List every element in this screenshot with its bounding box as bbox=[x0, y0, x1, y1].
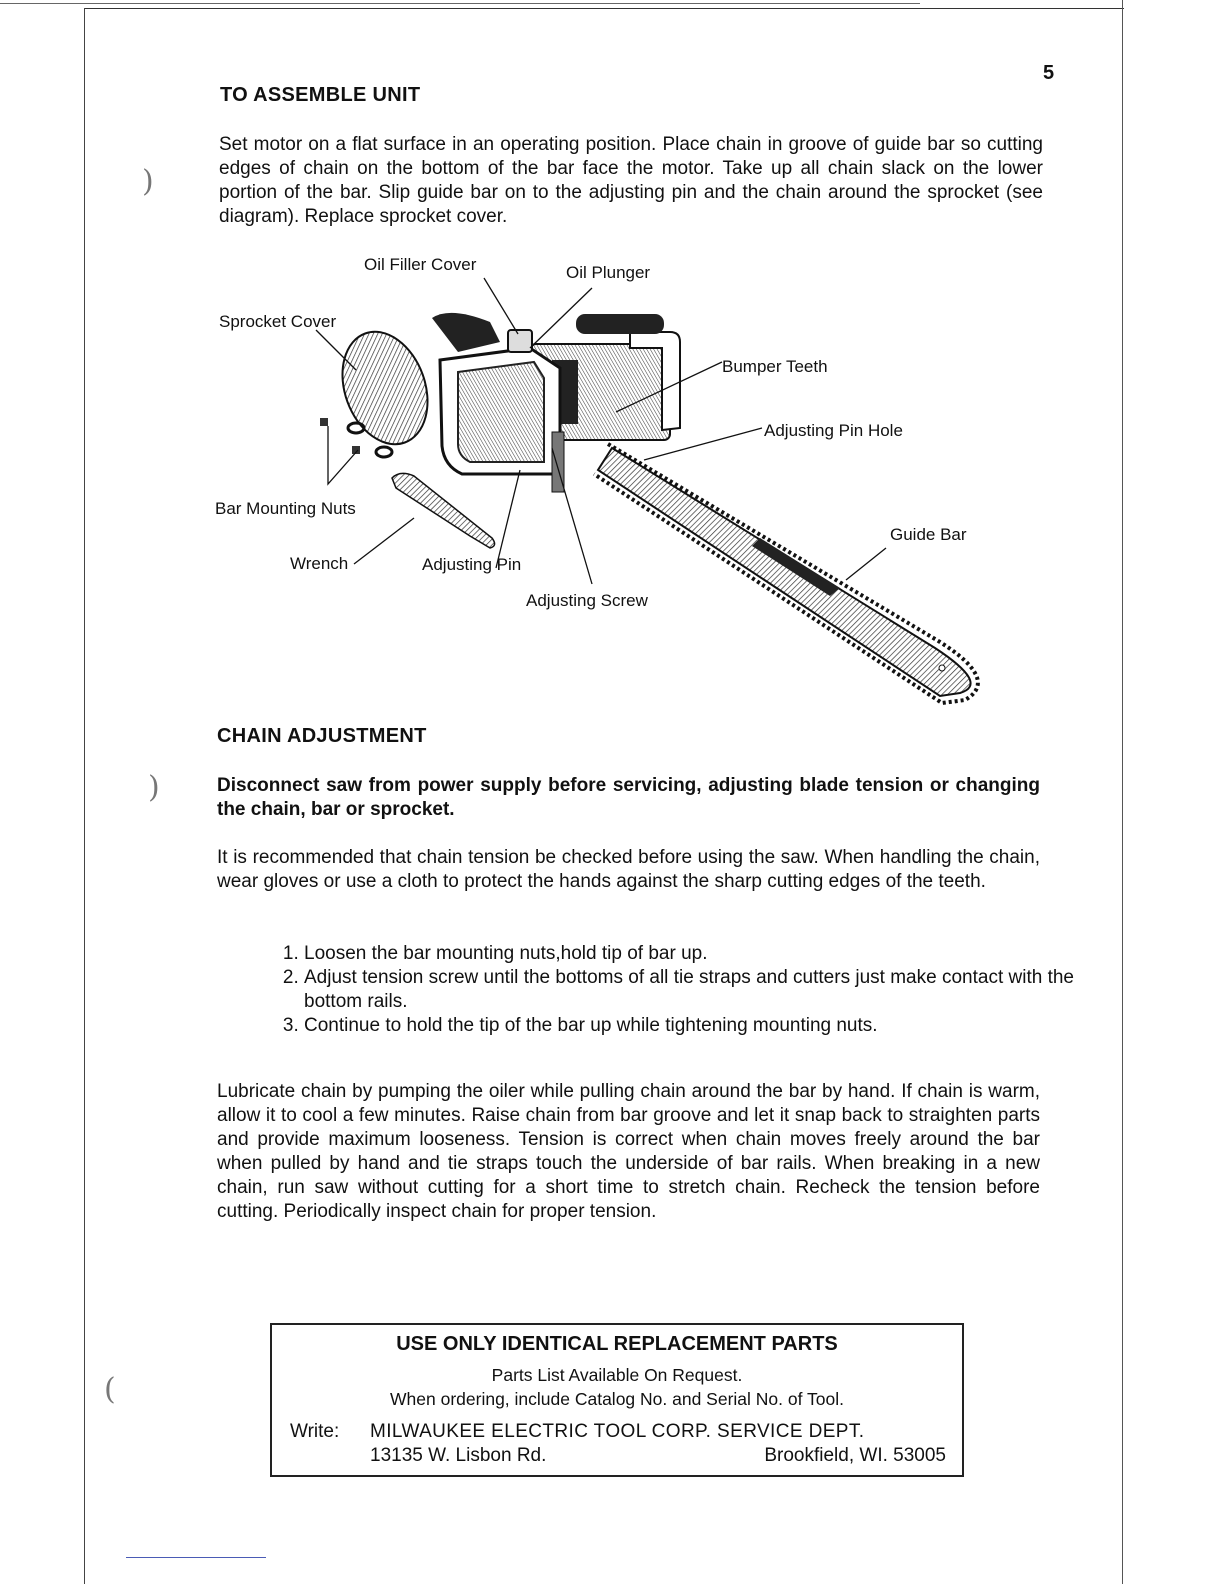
replacement-parts-notice bbox=[270, 1323, 964, 1477]
lubricate-paragraph: Lubricate chain by pumping the oiler while pulling chain around the bar by hand. If chain is warm, allow it to cool a few minutes. Raise chain from bar groove and let it snap back to straighten parts and provide maximum looseness. Tension is correct when chain moves freely around the bar when pulled by hand and tie straps touch the underside of bar rails. When breaking in a new chain, run saw without cutting for a short time to stretch chain. Recheck the tension before cutting. Periodically inspect chain for proper tension. bbox=[217, 1081, 1040, 1222]
wrench-shape bbox=[392, 473, 495, 548]
step-item: 1. Loosen the bar mounting nuts,hold tip of bar up. bbox=[304, 942, 1074, 966]
label-adjusting-pin-hole: Adjusting Pin Hole bbox=[764, 421, 903, 440]
chain-adjustment-heading: CHAIN ADJUSTMENT bbox=[217, 725, 427, 747]
notice-company: MILWAUKEE ELECTRIC TOOL CORP. SERVICE DEPT. bbox=[370, 1421, 865, 1442]
page-border-left bbox=[84, 8, 85, 1584]
scan-edge-line bbox=[0, 3, 920, 4]
label-wrench: Wrench bbox=[290, 554, 349, 573]
label-adjusting-screw: Adjusting Screw bbox=[526, 591, 648, 610]
step-item: 3. Continue to hold the tip of the bar up while tightening mounting nuts. bbox=[304, 1014, 1074, 1038]
notice-ordering: When ordering, include Catalog No. and Serial No. of Tool. bbox=[390, 1389, 844, 1409]
label-oil-plunger: Oil Plunger bbox=[566, 263, 651, 282]
notice-city: Brookfield, WI. 53005 bbox=[764, 1445, 946, 1466]
adjustment-steps bbox=[270, 942, 1074, 1038]
sprocket-cover-shape bbox=[328, 320, 443, 456]
scan-artifact-line bbox=[126, 1557, 266, 1558]
assemble-heading: TO ASSEMBLE UNIT bbox=[220, 84, 421, 106]
guide-bar-shape bbox=[594, 444, 978, 703]
binder-hole-mark: ) bbox=[142, 164, 154, 199]
label-bar-mounting-nuts: Bar Mounting Nuts bbox=[215, 499, 356, 518]
binder-hole-mark: ( bbox=[104, 1372, 116, 1407]
notice-title: USE ONLY IDENTICAL REPLACEMENT PARTS bbox=[396, 1333, 838, 1355]
step-item: 2. Adjust tension screw until the bottoms of all tie straps and cutters just make contact with the bottom rails. bbox=[304, 966, 1074, 1014]
intro-paragraph: It is recommended that chain tension be checked before using the saw. When handling the chain, wear gloves or use a cloth to protect the hands against the sharp cutting edges of the teeth. bbox=[217, 847, 1040, 892]
assemble-paragraph: Set motor on a flat surface in an operating position. Place chain in groove of guide bar so cutting edges of chain on the bottom of the bar face the motor. Take up all chain slack on the lower portion of the bar. Slip guide bar on to the adjusting pin and the chain around the sprocket (see diagram). Replace sprocket cover. bbox=[219, 134, 1043, 227]
label-adjusting-pin: Adjusting Pin bbox=[422, 555, 522, 574]
label-sprocket-cover: Sprocket Cover bbox=[219, 312, 337, 331]
binder-hole-mark: ) bbox=[148, 770, 160, 805]
page-border-top bbox=[84, 8, 1124, 9]
page-number: 5 bbox=[1043, 62, 1055, 84]
chainsaw-illustration bbox=[200, 248, 1020, 718]
notice-parts-list: Parts List Available On Request. bbox=[491, 1365, 743, 1385]
warning-paragraph: Disconnect saw from power supply before servicing, adjusting blade tension or changing the chain, bar or sprocket. bbox=[217, 775, 1040, 820]
label-oil-filler-cover: Oil Filler Cover bbox=[364, 255, 477, 274]
chainsaw-diagram bbox=[200, 248, 1020, 718]
label-bumper-teeth: Bumper Teeth bbox=[722, 357, 828, 376]
notice-street: 13135 W. Lisbon Rd. bbox=[370, 1445, 547, 1466]
notice-write-label: Write: bbox=[290, 1421, 340, 1442]
label-guide-bar: Guide Bar bbox=[890, 525, 967, 544]
page-border-right bbox=[1122, 0, 1123, 1584]
